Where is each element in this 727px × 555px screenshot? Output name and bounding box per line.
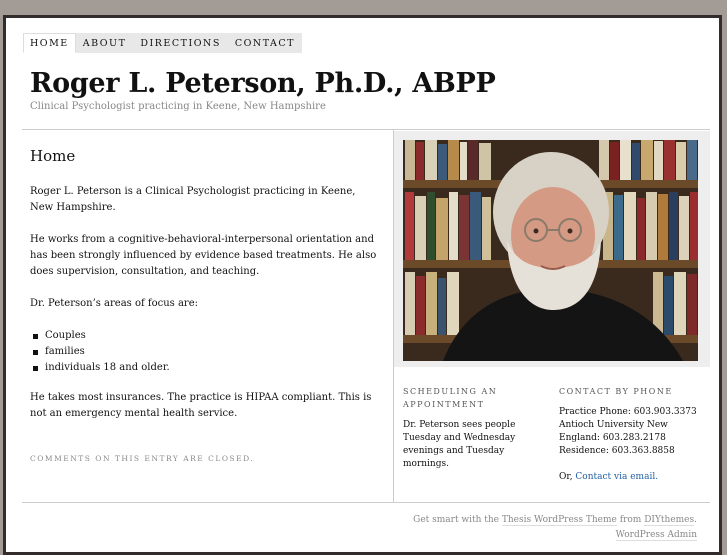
header-divider	[22, 129, 710, 130]
list-item: families	[30, 344, 380, 360]
focus-list	[30, 328, 380, 376]
main-nav	[23, 33, 302, 53]
nav-home[interactable]: HOME	[23, 33, 76, 53]
contact-phones: Practice Phone: 603.903.3373 Antioch University New England: 603.283.2178 Residence: 603.363.8858	[559, 407, 697, 456]
wordpress-admin-link[interactable]: WordPress Admin	[615, 530, 697, 540]
post-content	[30, 146, 380, 438]
scheduling-text: Dr. Peterson sees people Tuesday and Wednesday evenings and Tuesday mornings.	[403, 420, 516, 469]
scheduling-widget	[403, 385, 538, 471]
comments-closed-note: COMMENTS ON THIS ENTRY ARE CLOSED.	[30, 454, 255, 463]
email-prefix: Or,	[559, 472, 576, 482]
scheduling-title: SCHEDULING AN APPOINTMENT	[403, 387, 498, 409]
list-item: individuals 18 and older.	[30, 360, 380, 376]
nav-directions[interactable]: DIRECTIONS	[133, 33, 227, 53]
contact-widget	[559, 385, 709, 497]
footer-suffix: .	[694, 515, 697, 525]
email-line	[559, 471, 709, 484]
footer	[413, 513, 697, 543]
footer-divider	[22, 502, 710, 503]
portrait-image	[403, 140, 698, 361]
site-tagline: Clinical Psychologist practicing in Keene, New Hampshire	[30, 101, 326, 112]
diythemes-link[interactable]: DIYthemes	[644, 515, 695, 525]
footer-admin	[413, 528, 697, 543]
contact-title: CONTACT BY PHONE	[559, 387, 673, 396]
page-frame	[3, 15, 722, 555]
post-headline: Home	[30, 147, 76, 165]
footer-credit	[413, 513, 697, 528]
list-item: Couples	[30, 328, 380, 344]
nav-contact[interactable]: CONTACT	[228, 33, 302, 53]
site-title[interactable]: Roger L. Peterson, Ph.D., ABPP	[30, 68, 496, 99]
post-insurance: He takes most insurances. The practice is HIPAA compliant. This is not an emergency mental health service.	[30, 392, 372, 419]
post-intro: Roger L. Peterson is a Clinical Psychologist practicing in Keene, New Hampshire.	[30, 186, 356, 213]
post-orientation: He works from a cognitive-behavioral-interpersonal orientation and has been strongly influenced by evidence based treatments. He also does supervision, consultation, and teaching.	[30, 234, 377, 277]
nav-about[interactable]: ABOUT	[76, 33, 134, 53]
thesis-theme-link[interactable]: Thesis WordPress Theme	[501, 515, 617, 525]
footer-prefix: Get smart with the	[413, 515, 502, 525]
footer-middle: from	[616, 515, 645, 525]
portrait-photo	[403, 140, 698, 361]
post-focus-intro: Dr. Peterson’s areas of focus are:	[30, 298, 198, 309]
contact-email-link[interactable]: Contact via email.	[575, 472, 659, 482]
